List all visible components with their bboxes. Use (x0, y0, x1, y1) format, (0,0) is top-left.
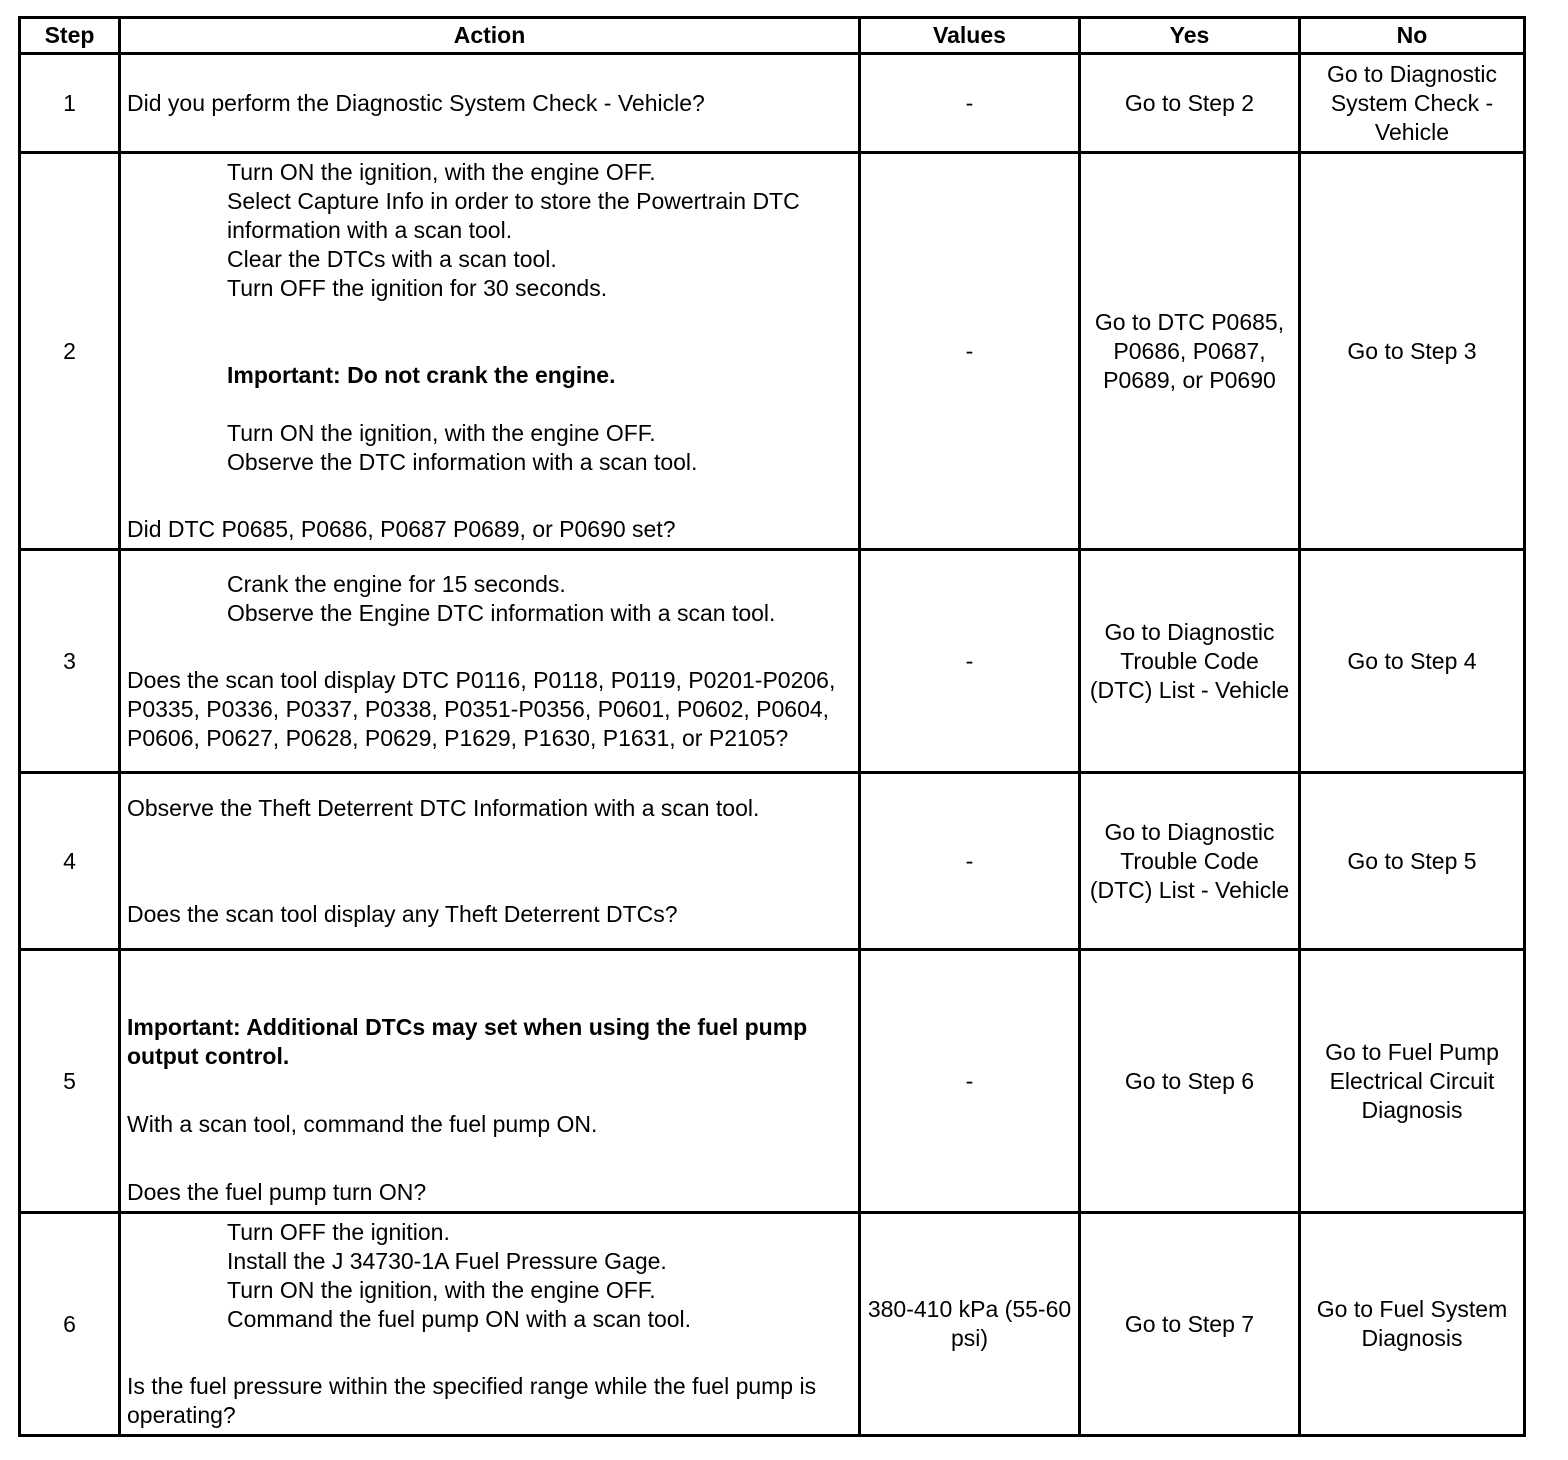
instruction-list (127, 570, 852, 628)
action-cell (120, 550, 860, 773)
header-action: Action (120, 18, 860, 54)
values-cell: - (860, 773, 1080, 950)
yes-cell: Go to Step 6 (1080, 950, 1300, 1213)
header-no: No (1300, 18, 1525, 54)
action-cell (120, 54, 860, 153)
instruction-item: Clear the DTCs with a scan tool. (227, 246, 557, 272)
instruction-list (127, 158, 852, 477)
step-number: 2 (20, 153, 120, 550)
no-cell: Go to Fuel Pump Electrical Circuit Diagnosis (1300, 950, 1525, 1213)
no-cell: Go to Step 4 (1300, 550, 1525, 773)
action-cell (120, 1213, 860, 1436)
no-cell: Go to Step 3 (1300, 153, 1525, 550)
question-text: Did you perform the Diagnostic System Check - Vehicle? (127, 89, 705, 116)
step-number: 1 (20, 54, 120, 153)
yes-cell: Go to Step 2 (1080, 54, 1300, 153)
values-cell: - (860, 54, 1080, 153)
instruction-item: Turn OFF the ignition. (227, 1219, 450, 1245)
instruction-item: With a scan tool, command the fuel pump ON. (127, 1111, 598, 1137)
instruction-item: Select Capture Info in order to store the Powertrain DTC information with a scan tool. (227, 188, 800, 243)
instruction-item: Command the fuel pump ON with a scan tool. (227, 1306, 692, 1332)
question-text: Does the scan tool display DTC P0116, P0118, P0119, P0201-P0206, P0335, P0336, P0337, P0338, P0351-P0356, P0601, P0602, P0604, P0606, P0627, P0628, P0629, P1629, P1630, P1631, or P2105? (127, 666, 836, 751)
header-step: Step (20, 18, 120, 54)
action-cell (120, 773, 860, 950)
instruction-item: Turn ON the ignition, with the engine OFF. (227, 420, 656, 446)
values-cell: 380-410 kPa (55-60 psi) (860, 1213, 1080, 1436)
instruction-item: Turn ON the ignition, with the engine OFF. (227, 159, 656, 185)
no-cell: Go to Diagnostic System Check - Vehicle (1300, 54, 1525, 153)
instruction-item: Observe the Theft Deterrent DTC Information with a scan tool. (127, 794, 760, 821)
question-text: Does the fuel pump turn ON? (127, 1179, 427, 1205)
step-number: 4 (20, 773, 120, 950)
table-row (20, 950, 1525, 1213)
no-cell: Go to Step 5 (1300, 773, 1525, 950)
instruction-list (127, 1218, 852, 1334)
no-cell: Go to Fuel System Diagnosis (1300, 1213, 1525, 1436)
yes-cell: Go to DTC P0685, P0686, P0687, P0689, or P0690 (1080, 153, 1300, 550)
table-row (20, 153, 1525, 550)
step-number: 3 (20, 550, 120, 773)
diagnostic-table (18, 16, 1526, 1437)
important-note: Important: Additional DTCs may set when using the fuel pump output control. (127, 1014, 808, 1069)
question-text: Is the fuel pressure within the specified range while the fuel pump is operating? (127, 1373, 817, 1428)
table-row (20, 54, 1525, 153)
important-note: Important: Do not crank the engine. (227, 362, 616, 388)
instruction-item: Crank the engine for 15 seconds. (227, 570, 566, 597)
step-number: 5 (20, 950, 120, 1213)
yes-cell: Go to Diagnostic Trouble Code (DTC) List - Vehicle (1080, 550, 1300, 773)
table-row (20, 550, 1525, 773)
header-values: Values (860, 18, 1080, 54)
instruction-item: Turn ON the ignition, with the engine OFF. (227, 1277, 656, 1303)
question-text: Does the scan tool display any Theft Deterrent DTCs? (127, 900, 678, 927)
instruction-item: Install the J 34730-1A Fuel Pressure Gage. (227, 1248, 667, 1274)
instruction-item: Observe the DTC information with a scan tool. (227, 449, 698, 475)
table-row (20, 773, 1525, 950)
values-cell: - (860, 550, 1080, 773)
values-cell: - (860, 950, 1080, 1213)
instruction-item: Turn OFF the ignition for 30 seconds. (227, 275, 608, 301)
yes-cell: Go to Diagnostic Trouble Code (DTC) List - Vehicle (1080, 773, 1300, 950)
header-yes: Yes (1080, 18, 1300, 54)
values-cell: - (860, 153, 1080, 550)
question-text: Did DTC P0685, P0686, P0687 P0689, or P0690 set? (127, 516, 676, 542)
table-row (20, 1213, 1525, 1436)
instruction-item: Observe the Engine DTC information with a scan tool. (227, 599, 776, 626)
action-cell (120, 950, 860, 1213)
yes-cell: Go to Step 7 (1080, 1213, 1300, 1436)
header-row (20, 18, 1525, 54)
action-cell (120, 153, 860, 550)
step-number: 6 (20, 1213, 120, 1436)
